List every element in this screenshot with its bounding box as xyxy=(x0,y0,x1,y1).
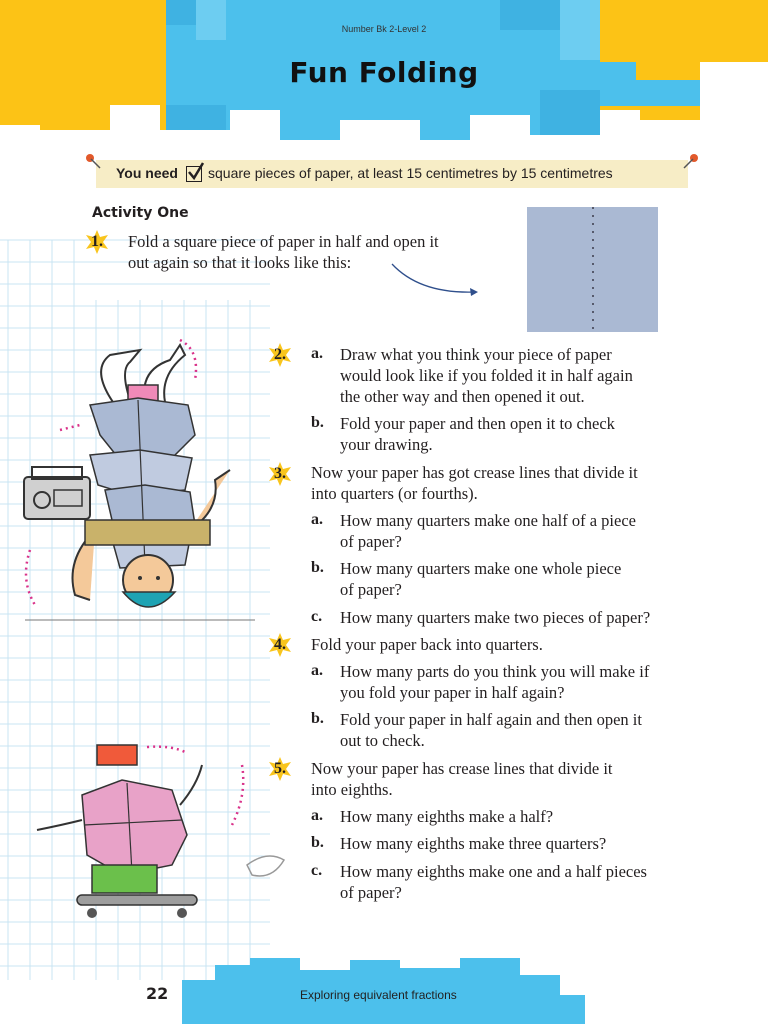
question-3c-text: How many quarters make two pieces of paper? xyxy=(340,608,651,627)
activity-heading: Activity One xyxy=(92,205,189,221)
boombox xyxy=(22,465,94,521)
folded-paper-square xyxy=(527,207,658,332)
question-1-text: Fold a square piece of paper in half and open it out again so that it looks like this: xyxy=(128,232,439,272)
page-number: 22 xyxy=(146,984,169,1003)
question-4a-text: How many parts do you think you will make if you fold your paper in half again? xyxy=(340,662,650,702)
question-number: 5. xyxy=(267,756,293,782)
you-need-label: You need xyxy=(116,165,178,181)
pushpin-icon xyxy=(84,152,104,172)
part-letter: a. xyxy=(311,511,323,528)
footer-caption: Exploring equivalent fractions xyxy=(300,988,457,1002)
pushpin-icon xyxy=(680,152,700,172)
part-letter: b. xyxy=(311,414,324,431)
question-3b-text: How many quarters make one whole piece of paper? xyxy=(340,559,622,599)
you-need-text: square pieces of paper, at least 15 centimetres by 15 centimetres xyxy=(208,165,613,181)
part-letter: a. xyxy=(311,807,323,824)
series-label: Number Bk 2-Level 2 xyxy=(341,24,427,34)
curved-arrow-icon xyxy=(390,262,485,302)
question-5-text: Now your paper has crease lines that divide it into eighths. xyxy=(311,759,613,799)
page-title: Fun Folding xyxy=(289,56,479,89)
part-letter: b. xyxy=(311,834,324,851)
question-number: 1. xyxy=(84,229,110,255)
question-5b-text: How many eighths make three quarters? xyxy=(340,834,607,853)
question-number: 3. xyxy=(267,461,293,487)
you-need-bar xyxy=(96,160,688,188)
part-letter: b. xyxy=(311,559,324,576)
part-letter: a. xyxy=(311,662,323,679)
question-4b-text: Fold your paper in half again and then open it out to check. xyxy=(340,710,642,750)
checkbox-icon xyxy=(186,166,202,182)
question-2b-text: Fold your paper and then open it to check your drawing. xyxy=(340,414,615,454)
part-letter: c. xyxy=(311,862,323,879)
skateboard-paper-kid xyxy=(22,735,292,935)
part-letter: c. xyxy=(311,608,323,625)
question-number: 4. xyxy=(267,632,293,658)
question-3-text: Now your paper has got crease lines that divide it into quarters (or fourths). xyxy=(311,463,638,503)
part-letter: a. xyxy=(311,345,323,362)
part-letter: b. xyxy=(311,710,324,727)
question-5a-text: How many eighths make a half? xyxy=(340,807,554,826)
question-4-text: Fold your paper back into quarters. xyxy=(311,635,543,654)
question-number: 2. xyxy=(267,342,293,368)
question-5c-text: How many eighths make one and a half pieces of paper? xyxy=(340,862,647,902)
question-2a-text: Draw what you think your piece of paper would look like if you folded it in half again the other way and then opened it out. xyxy=(340,345,633,406)
question-3a-text: How many quarters make one half of a piece of paper? xyxy=(340,511,636,551)
